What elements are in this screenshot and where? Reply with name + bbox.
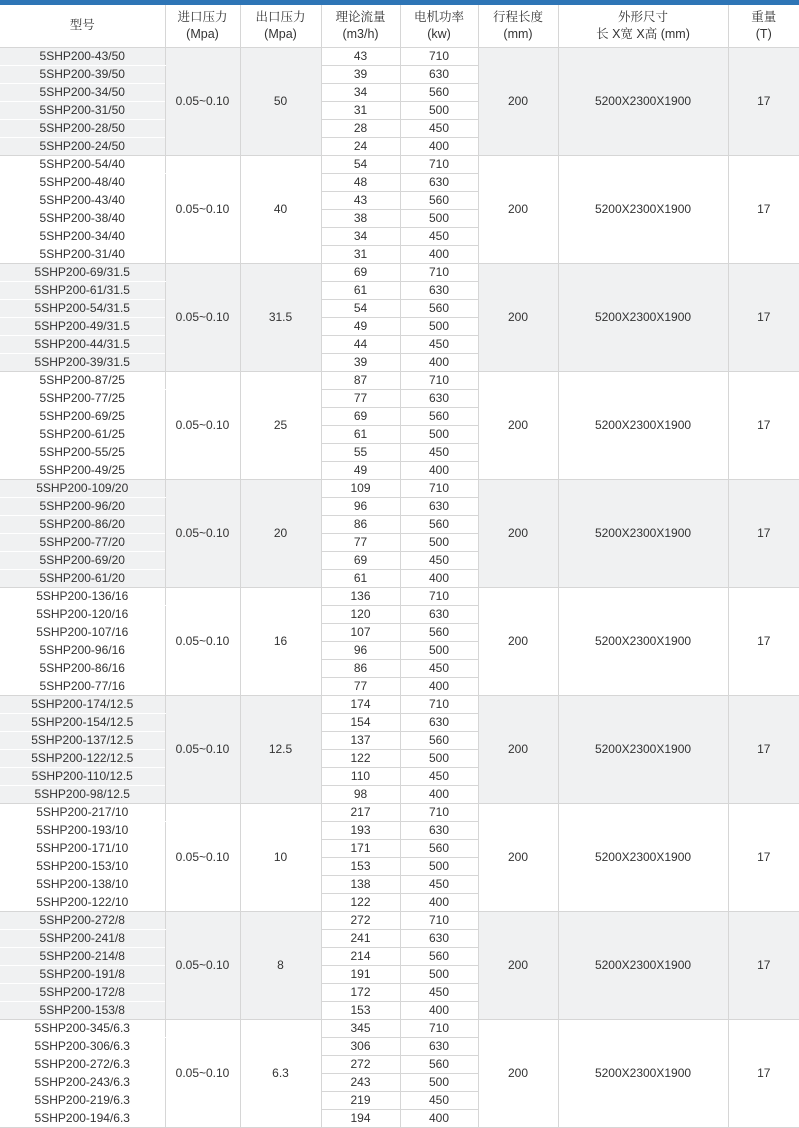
spec-row — [0, 479, 799, 497]
model-cell: 5SHP200-61/31.5 — [0, 281, 165, 299]
flow-cell: 38 — [321, 209, 400, 227]
header-power — [400, 5, 478, 47]
outlet-pressure-cell: 6.3 — [240, 1019, 321, 1127]
power-cell: 710 — [400, 695, 478, 713]
power-cell: 500 — [400, 965, 478, 983]
spec-row — [0, 47, 799, 65]
flow-cell: 171 — [321, 839, 400, 857]
outlet-pressure-cell: 50 — [240, 47, 321, 155]
header-inlet-pressure — [165, 5, 240, 47]
header-line1: 出口压力 — [241, 9, 321, 26]
header-line1: 行程长度 — [479, 9, 558, 26]
outlet-pressure-cell: 16 — [240, 587, 321, 695]
inlet-pressure-cell: 0.05~0.10 — [165, 47, 240, 155]
model-cell: 5SHP200-87/25 — [0, 371, 165, 389]
model-cell: 5SHP200-49/25 — [0, 461, 165, 479]
model-cell: 5SHP200-86/16 — [0, 659, 165, 677]
flow-cell: 193 — [321, 821, 400, 839]
model-cell: 5SHP200-193/10 — [0, 821, 165, 839]
flow-cell: 110 — [321, 767, 400, 785]
flow-cell: 219 — [321, 1091, 400, 1109]
power-cell: 500 — [400, 209, 478, 227]
model-cell: 5SHP200-69/20 — [0, 551, 165, 569]
power-cell: 710 — [400, 155, 478, 173]
power-cell: 630 — [400, 821, 478, 839]
flow-cell: 306 — [321, 1037, 400, 1055]
power-cell: 400 — [400, 569, 478, 587]
flow-cell: 49 — [321, 317, 400, 335]
flow-cell: 172 — [321, 983, 400, 1001]
stroke-length-cell: 200 — [478, 155, 558, 263]
flow-cell: 61 — [321, 425, 400, 443]
dimensions-cell: 5200X2300X1900 — [558, 587, 728, 695]
power-cell: 400 — [400, 785, 478, 803]
power-cell: 450 — [400, 1091, 478, 1109]
header-line1: 理论流量 — [322, 9, 400, 26]
spec-table — [0, 5, 799, 1128]
weight-cell: 17 — [728, 155, 799, 263]
flow-cell: 191 — [321, 965, 400, 983]
flow-cell: 120 — [321, 605, 400, 623]
model-cell: 5SHP200-44/31.5 — [0, 335, 165, 353]
stroke-length-cell: 200 — [478, 263, 558, 371]
power-cell: 450 — [400, 767, 478, 785]
flow-cell: 153 — [321, 1001, 400, 1019]
model-cell: 5SHP200-61/25 — [0, 425, 165, 443]
flow-cell: 28 — [321, 119, 400, 137]
model-cell: 5SHP200-39/50 — [0, 65, 165, 83]
model-cell: 5SHP200-96/20 — [0, 497, 165, 515]
header-line1: 外形尺寸 — [559, 9, 728, 26]
model-cell: 5SHP200-136/16 — [0, 587, 165, 605]
outlet-pressure-cell: 31.5 — [240, 263, 321, 371]
flow-cell: 34 — [321, 227, 400, 245]
model-cell: 5SHP200-98/12.5 — [0, 785, 165, 803]
outlet-pressure-cell: 25 — [240, 371, 321, 479]
model-cell: 5SHP200-38/40 — [0, 209, 165, 227]
inlet-pressure-cell: 0.05~0.10 — [165, 371, 240, 479]
model-cell: 5SHP200-49/31.5 — [0, 317, 165, 335]
flow-cell: 86 — [321, 659, 400, 677]
flow-cell: 137 — [321, 731, 400, 749]
flow-cell: 69 — [321, 551, 400, 569]
flow-cell: 61 — [321, 281, 400, 299]
power-cell: 500 — [400, 317, 478, 335]
header-flow — [321, 5, 400, 47]
header-line2: (mm) — [479, 26, 558, 43]
flow-cell: 69 — [321, 407, 400, 425]
model-cell: 5SHP200-171/10 — [0, 839, 165, 857]
power-cell: 450 — [400, 983, 478, 1001]
flow-cell: 24 — [321, 137, 400, 155]
flow-cell: 345 — [321, 1019, 400, 1037]
flow-cell: 174 — [321, 695, 400, 713]
model-cell: 5SHP200-54/40 — [0, 155, 165, 173]
model-cell: 5SHP200-96/16 — [0, 641, 165, 659]
power-cell: 710 — [400, 371, 478, 389]
flow-cell: 138 — [321, 875, 400, 893]
flow-cell: 136 — [321, 587, 400, 605]
inlet-pressure-cell: 0.05~0.10 — [165, 1019, 240, 1127]
dimensions-cell: 5200X2300X1900 — [558, 263, 728, 371]
spec-row — [0, 155, 799, 173]
flow-cell: 54 — [321, 155, 400, 173]
power-cell: 400 — [400, 677, 478, 695]
model-cell: 5SHP200-219/6.3 — [0, 1091, 165, 1109]
power-cell: 450 — [400, 551, 478, 569]
header-line2: 长 X宽 X高 (mm) — [559, 26, 728, 43]
flow-cell: 77 — [321, 533, 400, 551]
flow-cell: 34 — [321, 83, 400, 101]
model-cell: 5SHP200-272/8 — [0, 911, 165, 929]
header-line1: 型号 — [0, 17, 165, 34]
inlet-pressure-cell: 0.05~0.10 — [165, 155, 240, 263]
power-cell: 560 — [400, 623, 478, 641]
flow-cell: 272 — [321, 1055, 400, 1073]
power-cell: 710 — [400, 47, 478, 65]
flow-cell: 153 — [321, 857, 400, 875]
header-line2: (Mpa) — [166, 26, 240, 43]
weight-cell: 17 — [728, 47, 799, 155]
model-cell: 5SHP200-154/12.5 — [0, 713, 165, 731]
flow-cell: 69 — [321, 263, 400, 281]
power-cell: 400 — [400, 245, 478, 263]
model-cell: 5SHP200-306/6.3 — [0, 1037, 165, 1055]
weight-cell: 17 — [728, 371, 799, 479]
header-line2: (m3/h) — [322, 26, 400, 43]
stroke-length-cell: 200 — [478, 587, 558, 695]
power-cell: 500 — [400, 1073, 478, 1091]
model-cell: 5SHP200-122/10 — [0, 893, 165, 911]
flow-cell: 122 — [321, 893, 400, 911]
model-cell: 5SHP200-28/50 — [0, 119, 165, 137]
stroke-length-cell: 200 — [478, 47, 558, 155]
model-cell: 5SHP200-172/8 — [0, 983, 165, 1001]
weight-cell: 17 — [728, 803, 799, 911]
flow-cell: 54 — [321, 299, 400, 317]
flow-cell: 96 — [321, 497, 400, 515]
power-cell: 560 — [400, 299, 478, 317]
model-cell: 5SHP200-120/16 — [0, 605, 165, 623]
stroke-length-cell: 200 — [478, 695, 558, 803]
model-cell: 5SHP200-138/10 — [0, 875, 165, 893]
power-cell: 630 — [400, 173, 478, 191]
model-cell: 5SHP200-77/25 — [0, 389, 165, 407]
flow-cell: 154 — [321, 713, 400, 731]
spec-table-body — [0, 47, 799, 1127]
power-cell: 500 — [400, 749, 478, 767]
flow-cell: 31 — [321, 101, 400, 119]
flow-cell: 217 — [321, 803, 400, 821]
power-cell: 560 — [400, 515, 478, 533]
power-cell: 560 — [400, 947, 478, 965]
header-line2: (Mpa) — [241, 26, 321, 43]
header-line1: 重量 — [729, 9, 799, 26]
power-cell: 560 — [400, 191, 478, 209]
power-cell: 400 — [400, 1109, 478, 1127]
spec-row — [0, 587, 799, 605]
spec-row — [0, 695, 799, 713]
dimensions-cell: 5200X2300X1900 — [558, 911, 728, 1019]
flow-cell: 122 — [321, 749, 400, 767]
inlet-pressure-cell: 0.05~0.10 — [165, 479, 240, 587]
flow-cell: 39 — [321, 353, 400, 371]
power-cell: 500 — [400, 533, 478, 551]
flow-cell: 49 — [321, 461, 400, 479]
outlet-pressure-cell: 8 — [240, 911, 321, 1019]
power-cell: 710 — [400, 479, 478, 497]
dimensions-cell: 5200X2300X1900 — [558, 371, 728, 479]
power-cell: 710 — [400, 1019, 478, 1037]
stroke-length-cell: 200 — [478, 371, 558, 479]
power-cell: 400 — [400, 1001, 478, 1019]
power-cell: 710 — [400, 911, 478, 929]
model-cell: 5SHP200-122/12.5 — [0, 749, 165, 767]
power-cell: 400 — [400, 461, 478, 479]
inlet-pressure-cell: 0.05~0.10 — [165, 695, 240, 803]
model-cell: 5SHP200-48/40 — [0, 173, 165, 191]
model-cell: 5SHP200-61/20 — [0, 569, 165, 587]
header-line2: (T) — [729, 26, 799, 43]
stroke-length-cell: 200 — [478, 479, 558, 587]
model-cell: 5SHP200-24/50 — [0, 137, 165, 155]
model-cell: 5SHP200-34/50 — [0, 83, 165, 101]
spec-row — [0, 263, 799, 281]
header-model — [0, 5, 165, 47]
stroke-length-cell: 200 — [478, 1019, 558, 1127]
power-cell: 450 — [400, 119, 478, 137]
flow-cell: 43 — [321, 191, 400, 209]
power-cell: 630 — [400, 929, 478, 947]
model-cell: 5SHP200-217/10 — [0, 803, 165, 821]
model-cell: 5SHP200-69/31.5 — [0, 263, 165, 281]
power-cell: 710 — [400, 587, 478, 605]
inlet-pressure-cell: 0.05~0.10 — [165, 911, 240, 1019]
flow-cell: 241 — [321, 929, 400, 947]
power-cell: 500 — [400, 101, 478, 119]
dimensions-cell: 5200X2300X1900 — [558, 1019, 728, 1127]
model-cell: 5SHP200-77/20 — [0, 533, 165, 551]
model-cell: 5SHP200-110/12.5 — [0, 767, 165, 785]
power-cell: 560 — [400, 839, 478, 857]
inlet-pressure-cell: 0.05~0.10 — [165, 803, 240, 911]
flow-cell: 31 — [321, 245, 400, 263]
power-cell: 560 — [400, 83, 478, 101]
flow-cell: 243 — [321, 1073, 400, 1091]
outlet-pressure-cell: 40 — [240, 155, 321, 263]
spec-row — [0, 1019, 799, 1037]
model-cell: 5SHP200-109/20 — [0, 479, 165, 497]
flow-cell: 194 — [321, 1109, 400, 1127]
model-cell: 5SHP200-243/6.3 — [0, 1073, 165, 1091]
model-cell: 5SHP200-77/16 — [0, 677, 165, 695]
inlet-pressure-cell: 0.05~0.10 — [165, 587, 240, 695]
power-cell: 630 — [400, 281, 478, 299]
header-stroke-length — [478, 5, 558, 47]
flow-cell: 43 — [321, 47, 400, 65]
power-cell: 710 — [400, 263, 478, 281]
power-cell: 630 — [400, 497, 478, 515]
model-cell: 5SHP200-43/40 — [0, 191, 165, 209]
spec-row — [0, 803, 799, 821]
model-cell: 5SHP200-31/50 — [0, 101, 165, 119]
flow-cell: 39 — [321, 65, 400, 83]
flow-cell: 61 — [321, 569, 400, 587]
dimensions-cell: 5200X2300X1900 — [558, 479, 728, 587]
model-cell: 5SHP200-214/8 — [0, 947, 165, 965]
model-cell: 5SHP200-34/40 — [0, 227, 165, 245]
power-cell: 450 — [400, 443, 478, 461]
stroke-length-cell: 200 — [478, 911, 558, 1019]
outlet-pressure-cell: 20 — [240, 479, 321, 587]
power-cell: 560 — [400, 407, 478, 425]
header-weight — [728, 5, 799, 47]
spec-row — [0, 371, 799, 389]
power-cell: 450 — [400, 227, 478, 245]
header-row — [0, 5, 799, 47]
model-cell: 5SHP200-31/40 — [0, 245, 165, 263]
flow-cell: 96 — [321, 641, 400, 659]
model-cell: 5SHP200-107/16 — [0, 623, 165, 641]
stroke-length-cell: 200 — [478, 803, 558, 911]
power-cell: 500 — [400, 857, 478, 875]
model-cell: 5SHP200-86/20 — [0, 515, 165, 533]
flow-cell: 98 — [321, 785, 400, 803]
flow-cell: 77 — [321, 677, 400, 695]
model-cell: 5SHP200-54/31.5 — [0, 299, 165, 317]
flow-cell: 44 — [321, 335, 400, 353]
model-cell: 5SHP200-345/6.3 — [0, 1019, 165, 1037]
model-cell: 5SHP200-153/8 — [0, 1001, 165, 1019]
header-line1: 电机功率 — [401, 9, 478, 26]
power-cell: 500 — [400, 641, 478, 659]
spec-row — [0, 911, 799, 929]
flow-cell: 55 — [321, 443, 400, 461]
flow-cell: 107 — [321, 623, 400, 641]
outlet-pressure-cell: 10 — [240, 803, 321, 911]
flow-cell: 87 — [321, 371, 400, 389]
power-cell: 500 — [400, 425, 478, 443]
power-cell: 400 — [400, 893, 478, 911]
dimensions-cell: 5200X2300X1900 — [558, 155, 728, 263]
model-cell: 5SHP200-191/8 — [0, 965, 165, 983]
weight-cell: 17 — [728, 263, 799, 371]
model-cell: 5SHP200-272/6.3 — [0, 1055, 165, 1073]
weight-cell: 17 — [728, 695, 799, 803]
flow-cell: 272 — [321, 911, 400, 929]
outlet-pressure-cell: 12.5 — [240, 695, 321, 803]
weight-cell: 17 — [728, 911, 799, 1019]
weight-cell: 17 — [728, 587, 799, 695]
model-cell: 5SHP200-137/12.5 — [0, 731, 165, 749]
power-cell: 400 — [400, 353, 478, 371]
model-cell: 5SHP200-241/8 — [0, 929, 165, 947]
header-line1: 进口压力 — [166, 9, 240, 26]
power-cell: 630 — [400, 713, 478, 731]
header-outlet-pressure — [240, 5, 321, 47]
flow-cell: 109 — [321, 479, 400, 497]
weight-cell: 17 — [728, 1019, 799, 1127]
power-cell: 450 — [400, 335, 478, 353]
power-cell: 630 — [400, 389, 478, 407]
power-cell: 630 — [400, 605, 478, 623]
model-cell: 5SHP200-174/12.5 — [0, 695, 165, 713]
flow-cell: 48 — [321, 173, 400, 191]
flow-cell: 214 — [321, 947, 400, 965]
model-cell: 5SHP200-69/25 — [0, 407, 165, 425]
inlet-pressure-cell: 0.05~0.10 — [165, 263, 240, 371]
power-cell: 560 — [400, 731, 478, 749]
model-cell: 5SHP200-153/10 — [0, 857, 165, 875]
power-cell: 630 — [400, 65, 478, 83]
power-cell: 400 — [400, 137, 478, 155]
dimensions-cell: 5200X2300X1900 — [558, 695, 728, 803]
power-cell: 630 — [400, 1037, 478, 1055]
model-cell: 5SHP200-43/50 — [0, 47, 165, 65]
weight-cell: 17 — [728, 479, 799, 587]
power-cell: 450 — [400, 875, 478, 893]
dimensions-cell: 5200X2300X1900 — [558, 803, 728, 911]
dimensions-cell: 5200X2300X1900 — [558, 47, 728, 155]
model-cell: 5SHP200-55/25 — [0, 443, 165, 461]
flow-cell: 86 — [321, 515, 400, 533]
flow-cell: 77 — [321, 389, 400, 407]
power-cell: 710 — [400, 803, 478, 821]
power-cell: 450 — [400, 659, 478, 677]
model-cell: 5SHP200-194/6.3 — [0, 1109, 165, 1127]
header-dimensions — [558, 5, 728, 47]
power-cell: 560 — [400, 1055, 478, 1073]
header-line2: (kw) — [401, 26, 478, 43]
model-cell: 5SHP200-39/31.5 — [0, 353, 165, 371]
